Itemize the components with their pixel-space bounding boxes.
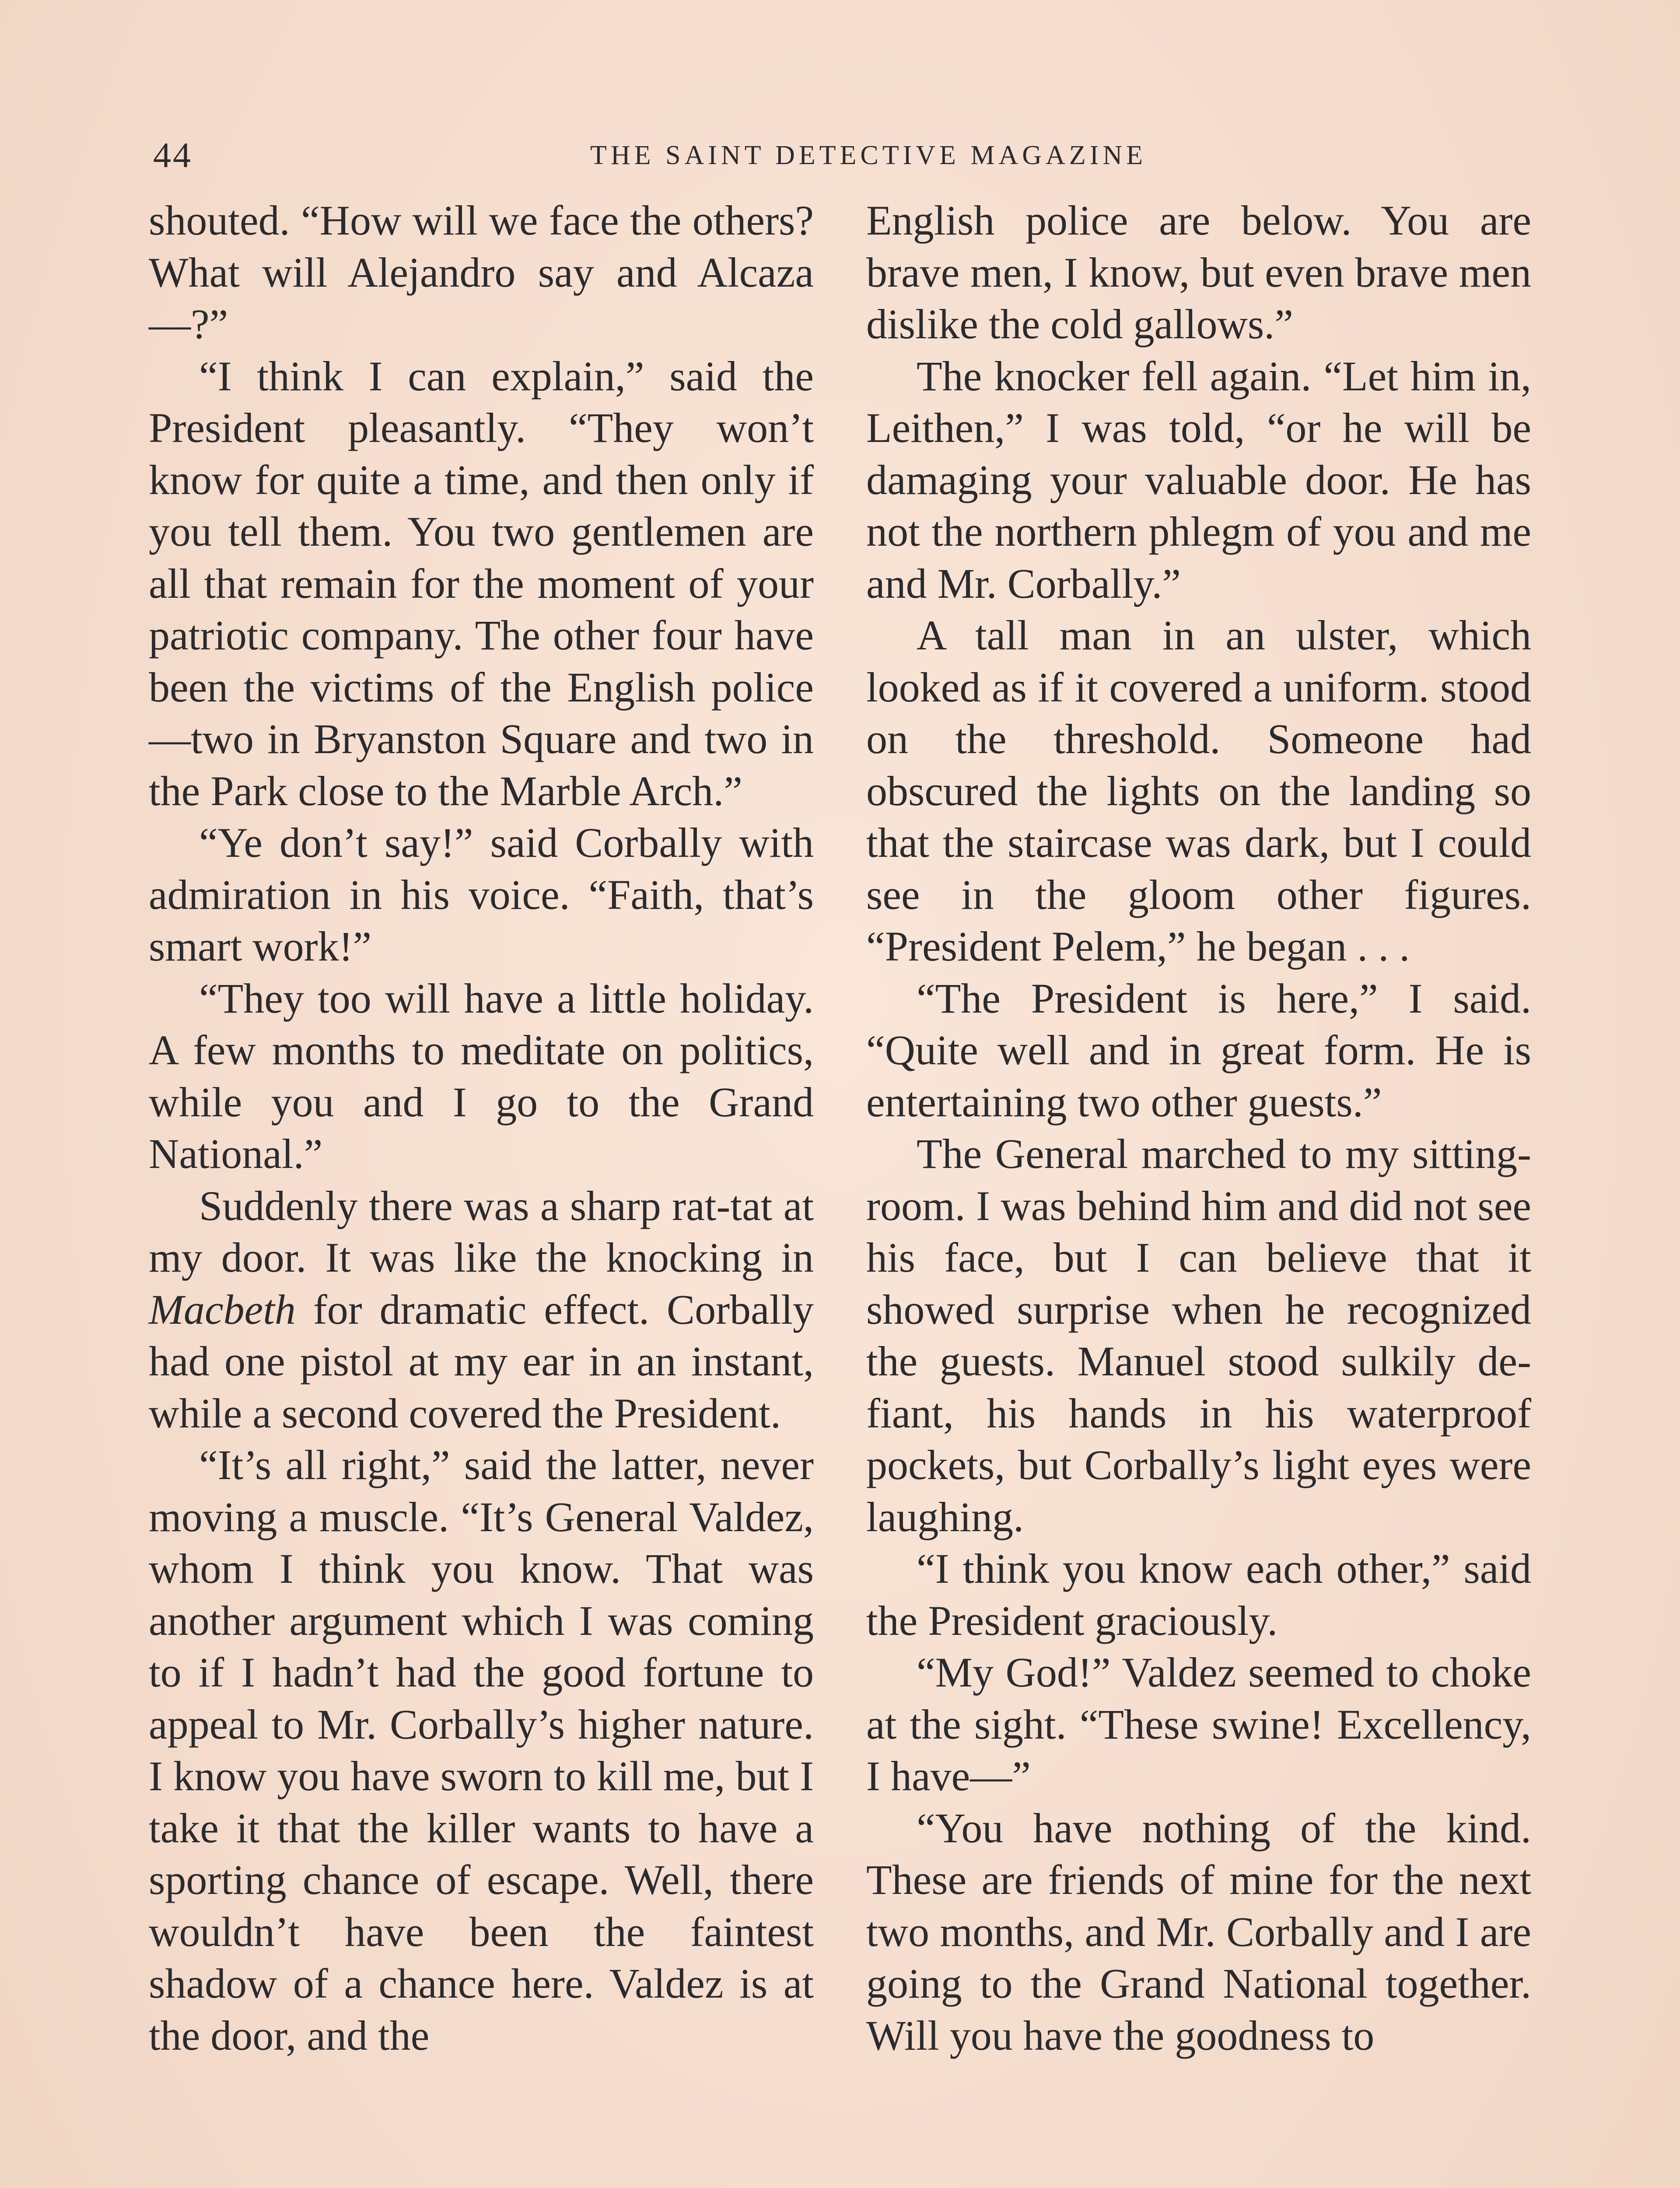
paragraph: “They too will have a little holiday. A few months to meditate on politics, while you and I go to the Grand National.” <box>149 975 814 1177</box>
paragraph: A tall man in an ulster, which looked as if it covered a uniform. stood on the threshold. Someone had obscured the lights on the landing so that the staircase was dark, but I could see in the gloom other figures. “President Pelem,” he began . . . <box>866 612 1531 970</box>
paragraph: shouted. “How will we face the others? What will Alejandro say and Alcaza—?” <box>149 197 814 347</box>
paragraph: “The President is here,” I said. “Quite well and in great form. He is entertaining two other guests.” <box>866 975 1531 1126</box>
paragraph: The knocker fell again. “Let him in, Leithen,” I was told, “or he will be damaging your valuable door. He has not the northern phlegm of you and me and Mr. Corbally.” <box>866 352 1531 607</box>
paragraph <box>149 1180 814 1440</box>
page-header <box>153 131 1540 179</box>
paragraph: “It’s all right,” said the latter, never moving a muscle. “It’s General Valdez, whom I think you know. That was another argument which I was coming to if I hadn’t had the good fortune to appeal to Mr. Corbally’s higher nature. I know you have sworn to kill me, but I take it that the killer wants to have a sporting chance of escape. Well, there wouldn’t have been the faintest shadow of a chance here. Valdez is at the door, and the <box>149 1441 814 2059</box>
right-column <box>866 195 1531 2062</box>
paragraph: “I think you know each other,” said the President graciously. <box>866 1545 1531 1644</box>
paragraph: The General marched to my sitting-room. I was behind him and did not see his face, but I can believe that it showed surprise when he recognized the guests. Manuel stood sulkily defiant, his hands in his waterproof pockets, but Corbally’s light eyes were laughing. <box>866 1130 1531 1540</box>
paragraph: English police are below. You are brave men, I know, but even brave men dislike the cold gallows.” <box>866 197 1531 347</box>
page-number: 44 <box>153 135 192 175</box>
paragraph: “Ye don’t say!” said Corbally with admiration in his voice. “Faith, that’s smart work!” <box>149 819 814 970</box>
paragraph: “My God!” Valdez seemed to choke at the sight. “These swine! Excellency, I have—” <box>866 1649 1531 1799</box>
paragraph-text: Suddenly there was a sharp rat-tat at my door. It was like the knocking in <box>149 1182 814 1281</box>
paragraph: “You have nothing of the kind. These are friends of mine for the next two months, and Mr. Corbally and I are going to the Grand National together. Will you have the goodness to <box>866 1804 1531 2059</box>
italic-title: Macbeth <box>149 1286 296 1333</box>
paragraph-text: for dramatic effect. Corbally had one pistol at my ear in an instant, while a second covered the President. <box>149 1286 814 1437</box>
left-column <box>149 195 814 2062</box>
running-head: THE SAINT DETECTIVE MAGAZINE <box>590 140 1147 170</box>
paragraph: “I think I can explain,” said the President pleasantly. “They won’t know for quite a time, and then only if you tell them. You two gentlemen are all that remain for the moment of your patriotic company. The other four have been the victims of the English police—two in Bryanston Square and two in the Park close to the Marble Arch.” <box>149 352 814 814</box>
